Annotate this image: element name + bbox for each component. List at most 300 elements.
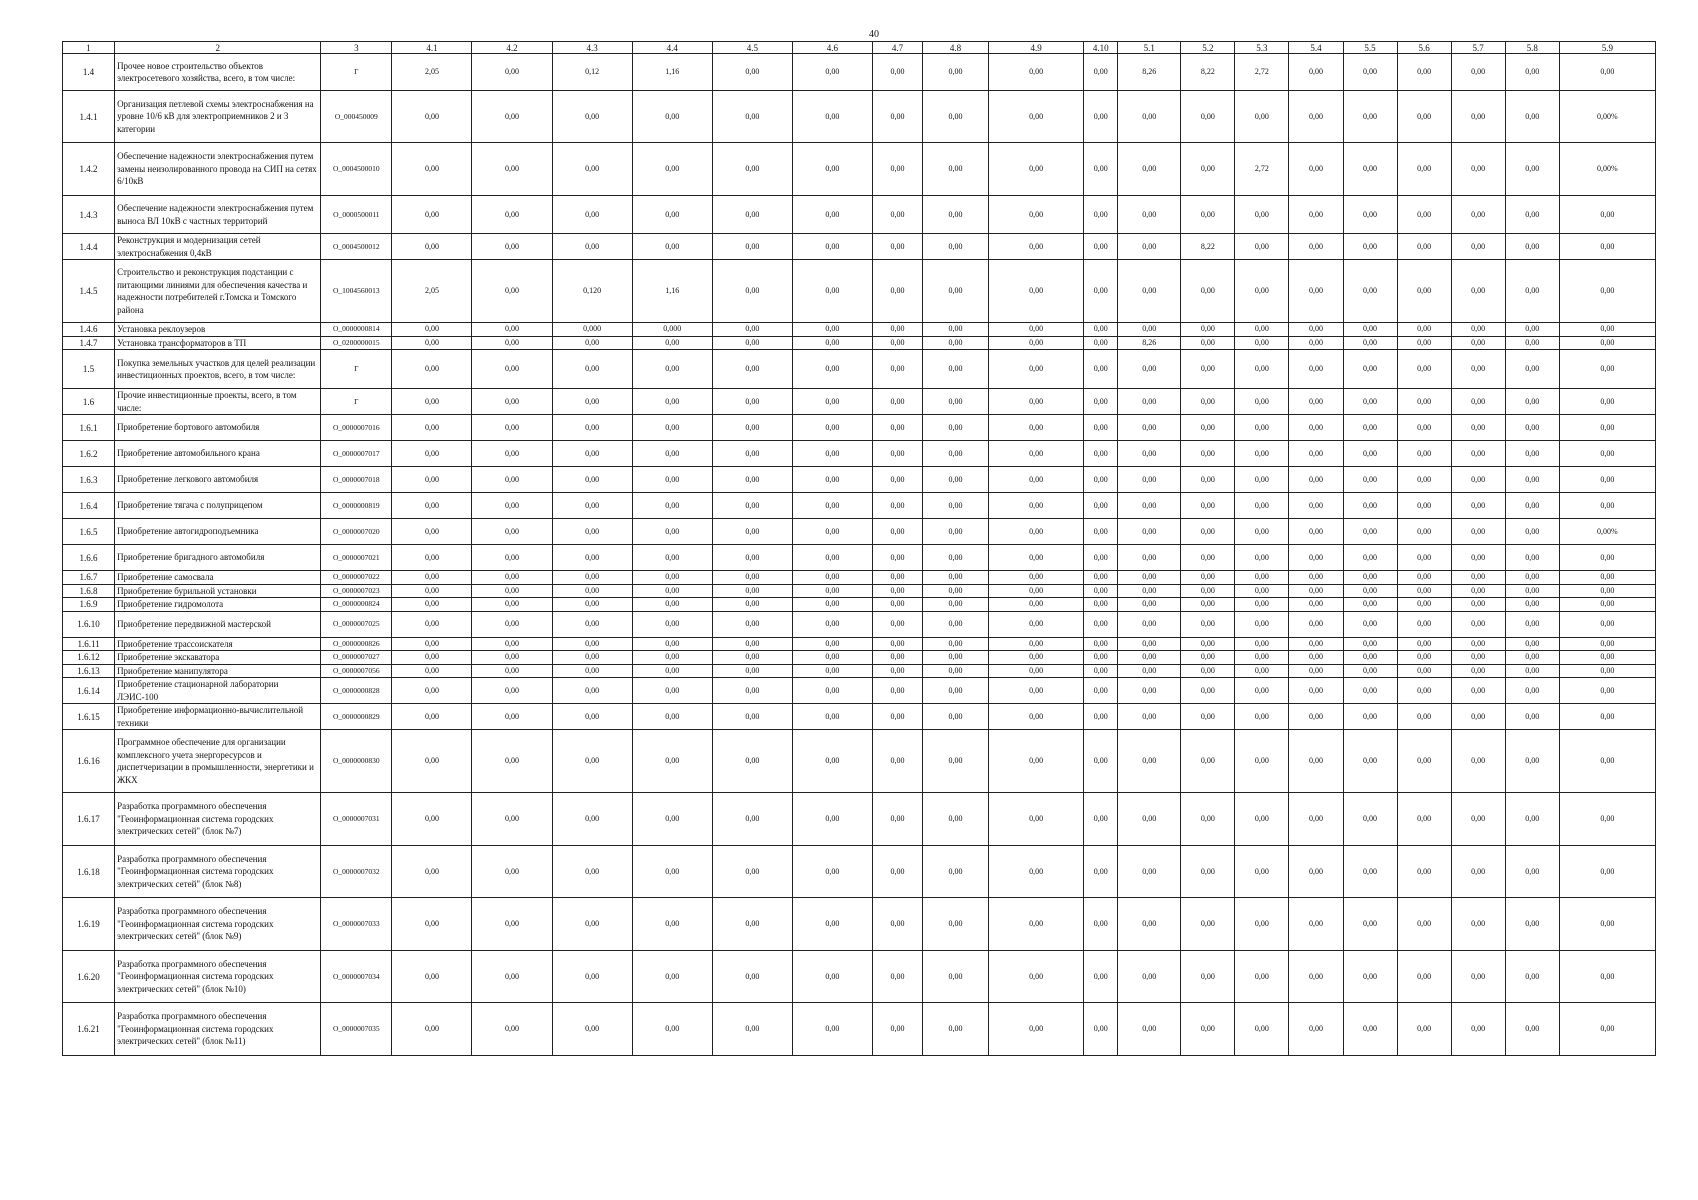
row-id-cell: О_0000007016 — [321, 415, 392, 441]
value-cell: 0,00 — [552, 1003, 632, 1056]
value-cell: 0,00 — [1451, 664, 1505, 678]
value-cell: 0,00 — [792, 664, 872, 678]
value-cell: 0,00 — [1084, 234, 1118, 260]
value-cell: 0,00 — [1235, 571, 1289, 585]
value-cell: 0,00 — [1084, 54, 1118, 91]
value-cell: 0,00 — [1235, 389, 1289, 415]
value-cell: 0,00 — [1397, 415, 1451, 441]
value-cell: 0,00 — [472, 389, 552, 415]
value-cell: 0,00 — [712, 336, 792, 350]
value-cell: 0,00 — [1235, 260, 1289, 323]
value-cell: 0,00 — [1397, 389, 1451, 415]
value-cell: 0,00 — [712, 951, 792, 1003]
value-cell: 0,00% — [1559, 91, 1655, 143]
table-row — [63, 664, 1656, 678]
value-cell: 0,00 — [1451, 1003, 1505, 1056]
row-name-cell: Разработка программного обеспечения "Геоинформационная система городских электрических сетей" (блок №8) — [115, 846, 321, 898]
row-number-cell: 1.4 — [63, 54, 115, 91]
value-cell: 0,00 — [632, 441, 712, 467]
value-cell: 0,00 — [1451, 730, 1505, 793]
value-cell: 0,00% — [1559, 143, 1655, 196]
row-number-cell: 1.5 — [63, 350, 115, 389]
value-cell: 0,00 — [632, 704, 712, 730]
value-cell: 0,00 — [1235, 584, 1289, 598]
value-cell: 0,00 — [552, 336, 632, 350]
value-cell: 0,00 — [1235, 415, 1289, 441]
value-cell: 0,00 — [792, 651, 872, 665]
value-cell: 0,00 — [1559, 441, 1655, 467]
header-row — [63, 42, 1656, 54]
row-name-cell: Строительство и реконструкция подстанции с питающими линиями для обеспечения качества и надежности потребителей г.Томска и Томского района — [115, 260, 321, 323]
table-row — [63, 651, 1656, 665]
value-cell: 0,00 — [1235, 846, 1289, 898]
value-cell: 0,00 — [552, 704, 632, 730]
value-cell: 0,00 — [1343, 651, 1397, 665]
value-cell: 0,00 — [1118, 730, 1181, 793]
value-cell: 0,00 — [472, 730, 552, 793]
value-cell: 0,00 — [1181, 611, 1235, 637]
value-cell: 0,00 — [1397, 637, 1451, 651]
value-cell: 0,00 — [1397, 571, 1451, 585]
row-name-cell: Приобретение легкового автомобиля — [115, 467, 321, 493]
row-id-cell: О_0000500011 — [321, 196, 392, 234]
value-cell: 0,00 — [552, 898, 632, 951]
value-cell: 0,00 — [472, 637, 552, 651]
value-cell: 0,00 — [1235, 951, 1289, 1003]
value-cell: 0,00 — [1084, 1003, 1118, 1056]
value-cell: 0,00 — [1343, 598, 1397, 612]
value-cell: 0,00 — [792, 54, 872, 91]
value-cell: 2,05 — [392, 260, 472, 323]
value-cell: 0,00 — [1084, 898, 1118, 951]
value-cell: 0,00 — [872, 637, 922, 651]
value-cell: 0,00 — [989, 1003, 1084, 1056]
value-cell: 0,00 — [1289, 54, 1343, 91]
value-cell: 0,00 — [392, 793, 472, 846]
value-cell: 0,00 — [923, 664, 989, 678]
value-cell: 0,00 — [1235, 1003, 1289, 1056]
value-cell: 0,00 — [1505, 584, 1559, 598]
value-cell: 0,00 — [632, 234, 712, 260]
value-cell: 0,00 — [989, 519, 1084, 545]
row-id-cell: О_0000007033 — [321, 898, 392, 951]
value-cell: 0,00 — [1181, 951, 1235, 1003]
value-cell: 0,00 — [1118, 793, 1181, 846]
value-cell: 0,00 — [872, 584, 922, 598]
value-cell: 0,00 — [872, 234, 922, 260]
row-id-cell: О_0000000828 — [321, 678, 392, 704]
row-number-cell: 1.6.20 — [63, 951, 115, 1003]
value-cell: 0,00 — [1505, 611, 1559, 637]
value-cell: 0,00 — [1451, 234, 1505, 260]
row-number-cell: 1.6.9 — [63, 598, 115, 612]
value-cell: 0,00 — [989, 793, 1084, 846]
value-cell: 1,16 — [632, 54, 712, 91]
value-cell: 0,00 — [1343, 493, 1397, 519]
value-cell: 0,00 — [1397, 467, 1451, 493]
value-cell: 0,00 — [923, 54, 989, 91]
value-cell: 0,00 — [1118, 91, 1181, 143]
row-id-cell: О_0004500012 — [321, 234, 392, 260]
value-cell: 0,00 — [1181, 664, 1235, 678]
value-cell: 0,00 — [792, 704, 872, 730]
value-cell: 0,00 — [923, 730, 989, 793]
value-cell: 0,00 — [792, 611, 872, 637]
row-name-cell: Приобретение гидромолота — [115, 598, 321, 612]
value-cell: 0,00 — [472, 415, 552, 441]
value-cell: 0,00 — [1559, 584, 1655, 598]
value-cell: 8,26 — [1118, 336, 1181, 350]
value-cell: 0,00 — [472, 704, 552, 730]
value-cell: 0,00 — [1181, 323, 1235, 337]
row-name-cell: Покупка земельных участков для целей реализации инвестиционных проектов, всего, в том числе: — [115, 350, 321, 389]
value-cell: 0,00 — [1559, 389, 1655, 415]
row-number-cell: 1.6.12 — [63, 651, 115, 665]
value-cell: 0,00 — [552, 545, 632, 571]
value-cell: 0,00 — [872, 846, 922, 898]
value-cell: 0,00 — [1289, 898, 1343, 951]
value-cell: 0,00 — [1181, 143, 1235, 196]
value-cell: 0,00 — [632, 519, 712, 545]
value-cell: 0,00 — [1451, 336, 1505, 350]
row-number-cell: 1.6.8 — [63, 584, 115, 598]
value-cell: 0,00 — [1181, 350, 1235, 389]
value-cell: 0,00 — [472, 234, 552, 260]
value-cell: 0,00 — [872, 678, 922, 704]
row-id-cell: О_0000007035 — [321, 1003, 392, 1056]
value-cell: 0,00 — [1451, 898, 1505, 951]
row-id-cell: О_0000007031 — [321, 793, 392, 846]
value-cell: 0,00 — [1343, 196, 1397, 234]
value-cell: 0,00 — [1235, 664, 1289, 678]
value-cell: 0,120 — [552, 260, 632, 323]
value-cell: 0,00 — [632, 91, 712, 143]
value-cell: 0,00 — [552, 493, 632, 519]
value-cell: 0,00 — [632, 951, 712, 1003]
value-cell: 0,00 — [1343, 441, 1397, 467]
value-cell: 0,00 — [552, 467, 632, 493]
value-cell: 0,00 — [472, 467, 552, 493]
value-cell: 0,00 — [923, 350, 989, 389]
value-cell: 0,00 — [1181, 704, 1235, 730]
value-cell: 0,00 — [1451, 91, 1505, 143]
value-cell: 0,00 — [1559, 571, 1655, 585]
value-cell: 0,00 — [392, 730, 472, 793]
value-cell: 0,00 — [872, 519, 922, 545]
value-cell: 0,00 — [1235, 898, 1289, 951]
value-cell: 0,00 — [1118, 389, 1181, 415]
value-cell: 0,00 — [1559, 1003, 1655, 1056]
value-cell: 0,00 — [632, 730, 712, 793]
value-cell: 0,00 — [552, 196, 632, 234]
value-cell: 0,00 — [989, 54, 1084, 91]
row-number-cell: 1.6.6 — [63, 545, 115, 571]
value-cell: 0,00 — [1118, 611, 1181, 637]
value-cell: 0,00 — [1559, 467, 1655, 493]
page-number: 40 — [869, 29, 879, 40]
value-cell: 0,00 — [1289, 793, 1343, 846]
value-cell: 0,00 — [1181, 441, 1235, 467]
row-number-cell: 1.6.18 — [63, 846, 115, 898]
value-cell: 0,00 — [1505, 793, 1559, 846]
value-cell: 0,00 — [1118, 234, 1181, 260]
value-cell: 0,00 — [392, 704, 472, 730]
value-cell: 0,00 — [392, 898, 472, 951]
value-cell: 2,72 — [1235, 54, 1289, 91]
value-cell: 0,00 — [1505, 571, 1559, 585]
column-header: 1 — [63, 42, 115, 54]
column-header: 4.1 — [392, 42, 472, 54]
value-cell: 0,00 — [472, 493, 552, 519]
value-cell: 0,00 — [1084, 467, 1118, 493]
value-cell: 0,00 — [1559, 664, 1655, 678]
value-cell: 0,00 — [552, 571, 632, 585]
value-cell: 2,72 — [1235, 143, 1289, 196]
row-id-cell: О_0000007018 — [321, 467, 392, 493]
value-cell: 0,00 — [472, 260, 552, 323]
value-cell: 0,00 — [792, 350, 872, 389]
table-row — [63, 91, 1656, 143]
value-cell: 0,00 — [1559, 704, 1655, 730]
row-number-cell: 1.6.1 — [63, 415, 115, 441]
table-row — [63, 545, 1656, 571]
column-header: 4.8 — [923, 42, 989, 54]
value-cell: 0,00 — [1289, 846, 1343, 898]
value-cell: 0,00 — [1235, 545, 1289, 571]
value-cell: 0,00 — [712, 415, 792, 441]
value-cell: 0,00 — [632, 846, 712, 898]
value-cell: 0,00 — [1343, 730, 1397, 793]
value-cell: 0,00 — [1289, 336, 1343, 350]
value-cell: 0,00 — [1084, 350, 1118, 389]
value-cell: 0,00 — [1084, 143, 1118, 196]
column-header: 4.6 — [792, 42, 872, 54]
row-name-cell: Обеспечение надежности электроснабжения путем замены неизолированного провода на СИП на сетях 6/10кВ — [115, 143, 321, 196]
row-number-cell: 1.6.2 — [63, 441, 115, 467]
value-cell: 0,00 — [1343, 637, 1397, 651]
row-number-cell: 1.6 — [63, 389, 115, 415]
value-cell: 0,00 — [1289, 91, 1343, 143]
value-cell: 0,00 — [1181, 336, 1235, 350]
table-row — [63, 415, 1656, 441]
value-cell: 0,00 — [1289, 584, 1343, 598]
value-cell: 0,00 — [1084, 584, 1118, 598]
value-cell: 0,00 — [1235, 651, 1289, 665]
value-cell: 0,000 — [632, 323, 712, 337]
value-cell: 0,00 — [632, 651, 712, 665]
value-cell: 0,00 — [1235, 234, 1289, 260]
value-cell: 0,00 — [552, 598, 632, 612]
value-cell: 0,00 — [1397, 598, 1451, 612]
row-name-cell: Приобретение передвижной мастерской — [115, 611, 321, 637]
value-cell: 0,00 — [1451, 389, 1505, 415]
value-cell: 0,00 — [1505, 519, 1559, 545]
column-header: 5.5 — [1343, 42, 1397, 54]
table-row — [63, 389, 1656, 415]
column-header: 5.6 — [1397, 42, 1451, 54]
value-cell: 0,00 — [1084, 519, 1118, 545]
value-cell: 0,00 — [1343, 91, 1397, 143]
row-name-cell: Приобретение автомобильного крана — [115, 441, 321, 467]
value-cell: 0,00 — [1118, 493, 1181, 519]
value-cell: 0,00 — [872, 441, 922, 467]
value-cell: 0,00 — [1084, 664, 1118, 678]
table-row — [63, 493, 1656, 519]
value-cell: 0,00 — [1118, 598, 1181, 612]
value-cell: 0,00 — [872, 91, 922, 143]
value-cell: 0,00 — [792, 234, 872, 260]
value-cell: 0,00 — [1084, 260, 1118, 323]
value-cell: 0,00 — [1505, 664, 1559, 678]
value-cell: 0,00 — [792, 441, 872, 467]
value-cell: 0,00 — [1235, 678, 1289, 704]
table-row — [63, 898, 1656, 951]
value-cell: 0,00 — [712, 143, 792, 196]
value-cell: 0,00 — [1289, 704, 1343, 730]
row-number-cell: 1.4.7 — [63, 336, 115, 350]
value-cell: 0,00 — [1559, 898, 1655, 951]
value-cell: 0,00 — [712, 467, 792, 493]
value-cell: 0,00 — [472, 846, 552, 898]
value-cell: 0,00 — [1181, 519, 1235, 545]
value-cell: 0,00 — [1084, 793, 1118, 846]
value-cell: 0,00 — [1505, 389, 1559, 415]
value-cell: 0,00 — [1451, 196, 1505, 234]
column-header: 4.5 — [712, 42, 792, 54]
row-name-cell: Установка трансформаторов в ТП — [115, 336, 321, 350]
value-cell: 0,00 — [552, 611, 632, 637]
value-cell: 0,00 — [1084, 951, 1118, 1003]
row-number-cell: 1.6.17 — [63, 793, 115, 846]
value-cell: 0,00 — [1235, 598, 1289, 612]
value-cell: 0,00 — [1505, 260, 1559, 323]
value-cell: 0,00 — [923, 336, 989, 350]
value-cell: 0,00 — [1118, 441, 1181, 467]
value-cell: 0,00 — [989, 598, 1084, 612]
row-id-cell: О_0000007032 — [321, 846, 392, 898]
value-cell: 0,00 — [872, 898, 922, 951]
value-cell: 0,00 — [872, 143, 922, 196]
value-cell: 0,00 — [989, 323, 1084, 337]
value-cell: 0,00 — [1559, 350, 1655, 389]
row-number-cell: 1.4.6 — [63, 323, 115, 337]
value-cell: 0,00 — [1343, 323, 1397, 337]
column-header: 3 — [321, 42, 392, 54]
column-header: 5.9 — [1559, 42, 1655, 54]
row-id-cell: О_0000007021 — [321, 545, 392, 571]
value-cell: 0,00 — [1343, 389, 1397, 415]
value-cell: 0,00 — [1559, 846, 1655, 898]
value-cell: 0,00 — [923, 91, 989, 143]
value-cell: 0,00 — [989, 350, 1084, 389]
value-cell: 0,00 — [1118, 415, 1181, 441]
value-cell: 0,00 — [1343, 846, 1397, 898]
value-cell: 0,00 — [792, 846, 872, 898]
value-cell: 0,00 — [923, 389, 989, 415]
value-cell: 0,00 — [1235, 91, 1289, 143]
table-row — [63, 598, 1656, 612]
row-id-cell: О_0000000819 — [321, 493, 392, 519]
row-id-cell: О_0000000826 — [321, 637, 392, 651]
table-row — [63, 730, 1656, 793]
value-cell: 0,00 — [989, 846, 1084, 898]
value-cell: 0,00 — [1289, 951, 1343, 1003]
value-cell: 0,00 — [923, 584, 989, 598]
row-name-cell: Разработка программного обеспечения "Геоинформационная система городских электрических сетей" (блок №10) — [115, 951, 321, 1003]
value-cell: 0,00 — [632, 415, 712, 441]
value-cell: 0,00 — [872, 350, 922, 389]
value-cell: 0,00% — [1559, 519, 1655, 545]
value-cell: 0,00 — [1084, 415, 1118, 441]
value-cell: 0,00 — [872, 260, 922, 323]
row-id-cell: О_000450009 — [321, 91, 392, 143]
value-cell: 0,00 — [552, 519, 632, 545]
value-cell: 0,00 — [1505, 678, 1559, 704]
row-number-cell: 1.4.1 — [63, 91, 115, 143]
row-name-cell: Реконструкция и модернизация сетей электроснабжения 0,4кВ — [115, 234, 321, 260]
value-cell: 0,00 — [1451, 793, 1505, 846]
row-name-cell: Прочее новое строительство объектов электросетевого хозяйства, всего, в том числе: — [115, 54, 321, 91]
value-cell: 0,00 — [1505, 730, 1559, 793]
value-cell: 0,00 — [923, 611, 989, 637]
value-cell: 0,00 — [792, 571, 872, 585]
value-cell: 0,00 — [1397, 441, 1451, 467]
value-cell: 2,05 — [392, 54, 472, 91]
value-cell: 0,00 — [989, 389, 1084, 415]
value-cell: 0,00 — [792, 545, 872, 571]
value-cell: 0,00 — [712, 637, 792, 651]
value-cell: 0,00 — [1505, 441, 1559, 467]
row-name-cell: Разработка программного обеспечения "Геоинформационная система городских электрических сетей" (блок №9) — [115, 898, 321, 951]
value-cell: 0,00 — [392, 664, 472, 678]
row-name-cell: Разработка программного обеспечения "Геоинформационная система городских электрических сетей" (блок №11) — [115, 1003, 321, 1056]
value-cell: 0,00 — [1289, 493, 1343, 519]
value-cell: 0,00 — [1451, 545, 1505, 571]
value-cell: 0,00 — [989, 704, 1084, 730]
row-number-cell: 1.4.2 — [63, 143, 115, 196]
value-cell: 0,00 — [1451, 846, 1505, 898]
value-cell: 0,00 — [1343, 1003, 1397, 1056]
value-cell: 0,00 — [632, 350, 712, 389]
value-cell: 0,12 — [552, 54, 632, 91]
value-cell: 0,00 — [1084, 598, 1118, 612]
value-cell: 0,00 — [1505, 323, 1559, 337]
value-cell: 0,00 — [712, 545, 792, 571]
column-header: 4.3 — [552, 42, 632, 54]
value-cell: 0,00 — [923, 323, 989, 337]
value-cell: 0,00 — [872, 611, 922, 637]
value-cell: 0,00 — [872, 664, 922, 678]
value-cell: 0,00 — [792, 260, 872, 323]
value-cell: 0,00 — [1451, 678, 1505, 704]
value-cell: 0,00 — [472, 545, 552, 571]
column-header: 4.4 — [632, 42, 712, 54]
value-cell: 0,00 — [552, 651, 632, 665]
value-cell: 0,00 — [1289, 323, 1343, 337]
value-cell: 0,00 — [872, 493, 922, 519]
column-header: 5.1 — [1118, 42, 1181, 54]
value-cell: 0,00 — [1118, 571, 1181, 585]
value-cell: 0,00 — [1118, 260, 1181, 323]
value-cell: 0,00 — [1235, 350, 1289, 389]
value-cell: 0,00 — [923, 846, 989, 898]
value-cell: 0,00 — [632, 143, 712, 196]
row-number-cell: 1.6.7 — [63, 571, 115, 585]
value-cell: 0,00 — [392, 196, 472, 234]
value-cell: 0,00 — [632, 196, 712, 234]
value-cell: 0,00 — [1181, 415, 1235, 441]
value-cell: 0,00 — [923, 519, 989, 545]
